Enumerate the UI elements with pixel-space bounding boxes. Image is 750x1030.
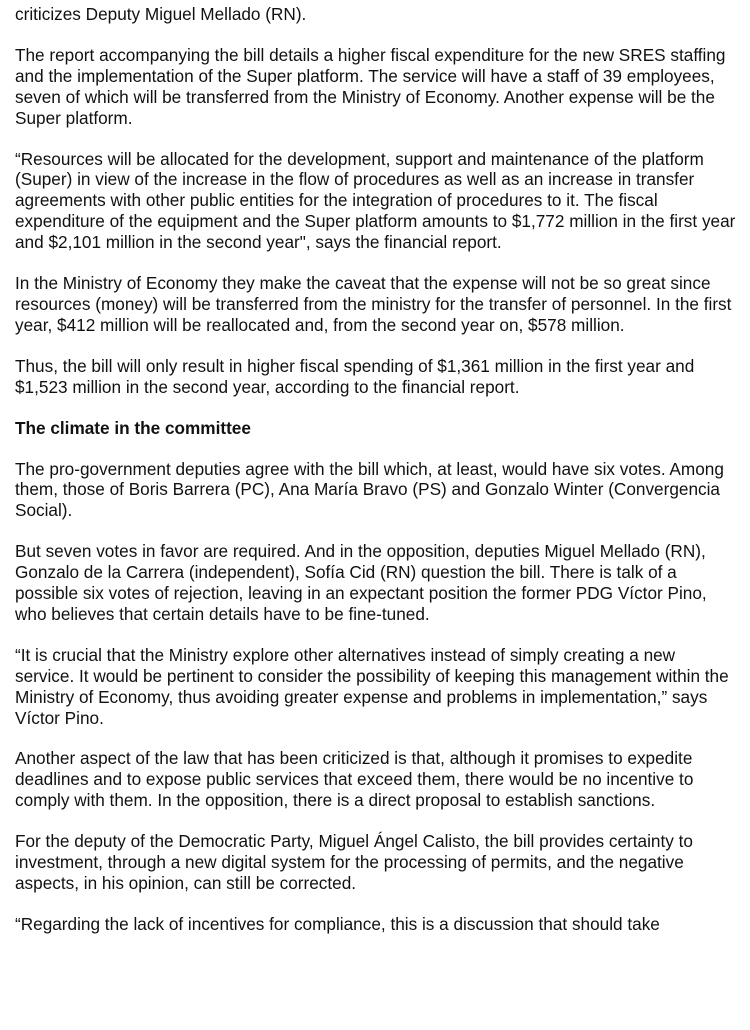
paragraph-fiscal-spending: Thus, the bill will only result in higher fiscal spending of $1,361 million in the first year and $1,523 million in the second year, according to the financial report. [15,355,695,397]
paragraph-pro-government-votes: The pro-government deputies agree with the bill which, at least, would have six votes. Among them, those of Boris Barrera (PC), Ana María Bravo (PS) and Gonzalo Winter (Convergencia Social). [15,458,724,521]
paragraph-resources-quote: “Resources will be allocated for the development, support and maintenance of the platform (Super) in view of the increase in the flow of procedures as well as an increase in transfer agreements with other public entities for the integration of procedures to it. The fiscal expenditure of the equipment and the Super platform amounts to $1,772 million in the first year and $2,101 million in the second year", says the financial report. [15,148,736,253]
paragraph-ministry-caveat: In the Ministry of Economy they make the caveat that the expense will not be so great since resources (money) will be transferred from the ministry for the transfer of personnel. In the first year, $412 million will be reallocated and, from the second year on, $578 million. [15,273,732,335]
article-body [15,4,739,955]
paragraph-incentives-quote: “Regarding the lack of incentives for compliance, this is a discussion that should take [15,913,660,934]
paragraph-calisto-opinion: For the deputy of the Democratic Party, Miguel Ángel Calisto, the bill provides certainty to investment, through a new digital system for the processing of permits, and the negative aspects, in his opinion, can still be corrected. [15,831,693,893]
paragraph-opposition-votes: But seven votes in favor are required. And in the opposition, deputies Miguel Mellado (RN), Gonzalo de la Carrera (independent), Sofía Cid (RN) question the bill. There is talk of a possible six votes of rejection, leaving in an expectant position the former PDG Víctor Pino, who believes that certain details have to be fine-tuned. [15,541,707,624]
paragraph-fiscal-report: The report accompanying the bill details a higher fiscal expenditure for the new SRES staffing and the implementation of the Super platform. The service will have a staff of 39 employees, seven of which will be transferred from the Ministry of Economy. Another expense will be the Super platform. [15,44,726,128]
paragraph-pino-quote: “It is crucial that the Ministry explore other alternatives instead of simply creating a new service. It would be pertinent to consider the possibility of keeping this management within the Ministry of Economy, thus avoiding greater expense and problems in implementation,” says Víctor Pino. [15,644,729,728]
paragraph-criticism-incentives: Another aspect of the law that has been criticized is that, although it promises to expedite deadlines and to expose public services that exceed them, there would be no incentive to comply with them. In the opposition, there is a direct proposal to establish sanctions. [15,748,694,811]
section-heading: The climate in the committee [15,417,251,438]
paragraph-criticism-end: criticizes Deputy Miguel Mellado (RN). [15,4,307,24]
